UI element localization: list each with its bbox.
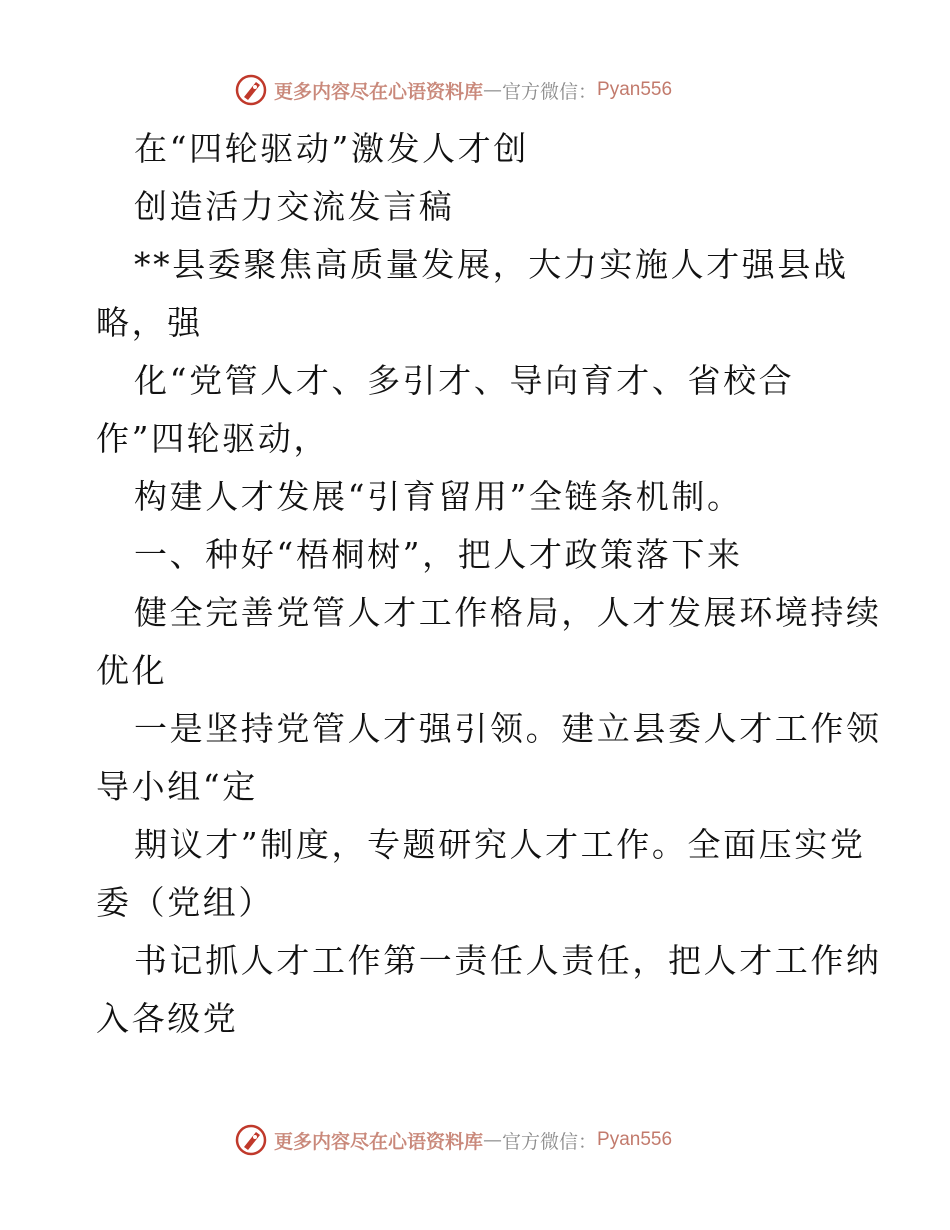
pen-nib-circle-icon	[234, 1123, 268, 1157]
paragraph-line: 一是坚持党管人才强引领。建立县委人才工作领	[134, 709, 882, 748]
watermark-wechat-label: 官方微信：	[502, 80, 598, 103]
paragraph-line: 导小组“定	[96, 767, 258, 806]
watermark-brand: 更多内容尽在心语资料库	[274, 80, 484, 103]
header-watermark	[234, 72, 672, 108]
footer-watermark	[234, 1122, 672, 1158]
document-title-line-2: 创造活力交流发言稿	[134, 187, 455, 226]
paragraph-line: 化“党管人才、多引才、导向育才、省校合	[134, 361, 795, 400]
watermark-wechat-id: Pyan556	[597, 1129, 673, 1150]
paragraph-line: 优化	[96, 651, 168, 690]
paragraph-line: 入各级党	[96, 999, 239, 1038]
section-heading: 一、种好“梧桐树”，把人才政策落下来	[134, 535, 743, 574]
paragraph-line: 委（党组）	[96, 883, 274, 922]
paragraph-line: 书记抓人才工作第一责任人责任，把人才工作纳	[134, 941, 882, 980]
pen-nib-circle-icon	[234, 73, 268, 107]
paragraph-line: 期议才”制度，专题研究人才工作。全面压实党	[134, 825, 866, 864]
watermark-brand: 更多内容尽在心语资料库	[274, 1130, 484, 1153]
paragraph-line: 作”四轮驱动，	[96, 419, 330, 458]
paragraph-line: 略，强	[96, 303, 203, 342]
paragraph-line: 健全完善党管人才工作格局，人才发展环境持续	[134, 593, 882, 632]
document-title-line-1: 在“四轮驱动”激发人才创	[134, 129, 529, 168]
watermark-wechat-label: 官方微信：	[502, 1130, 598, 1153]
paragraph-line: 构建人才发展“引育留用”全链条机制。	[134, 477, 743, 516]
watermark-separator: —	[483, 79, 503, 101]
watermark-wechat-id: Pyan556	[597, 79, 673, 100]
paragraph-line: **县委聚焦高质量发展，大力实施人才强县战	[134, 245, 849, 284]
watermark-separator: —	[483, 1129, 503, 1151]
document-body	[96, 120, 882, 1048]
